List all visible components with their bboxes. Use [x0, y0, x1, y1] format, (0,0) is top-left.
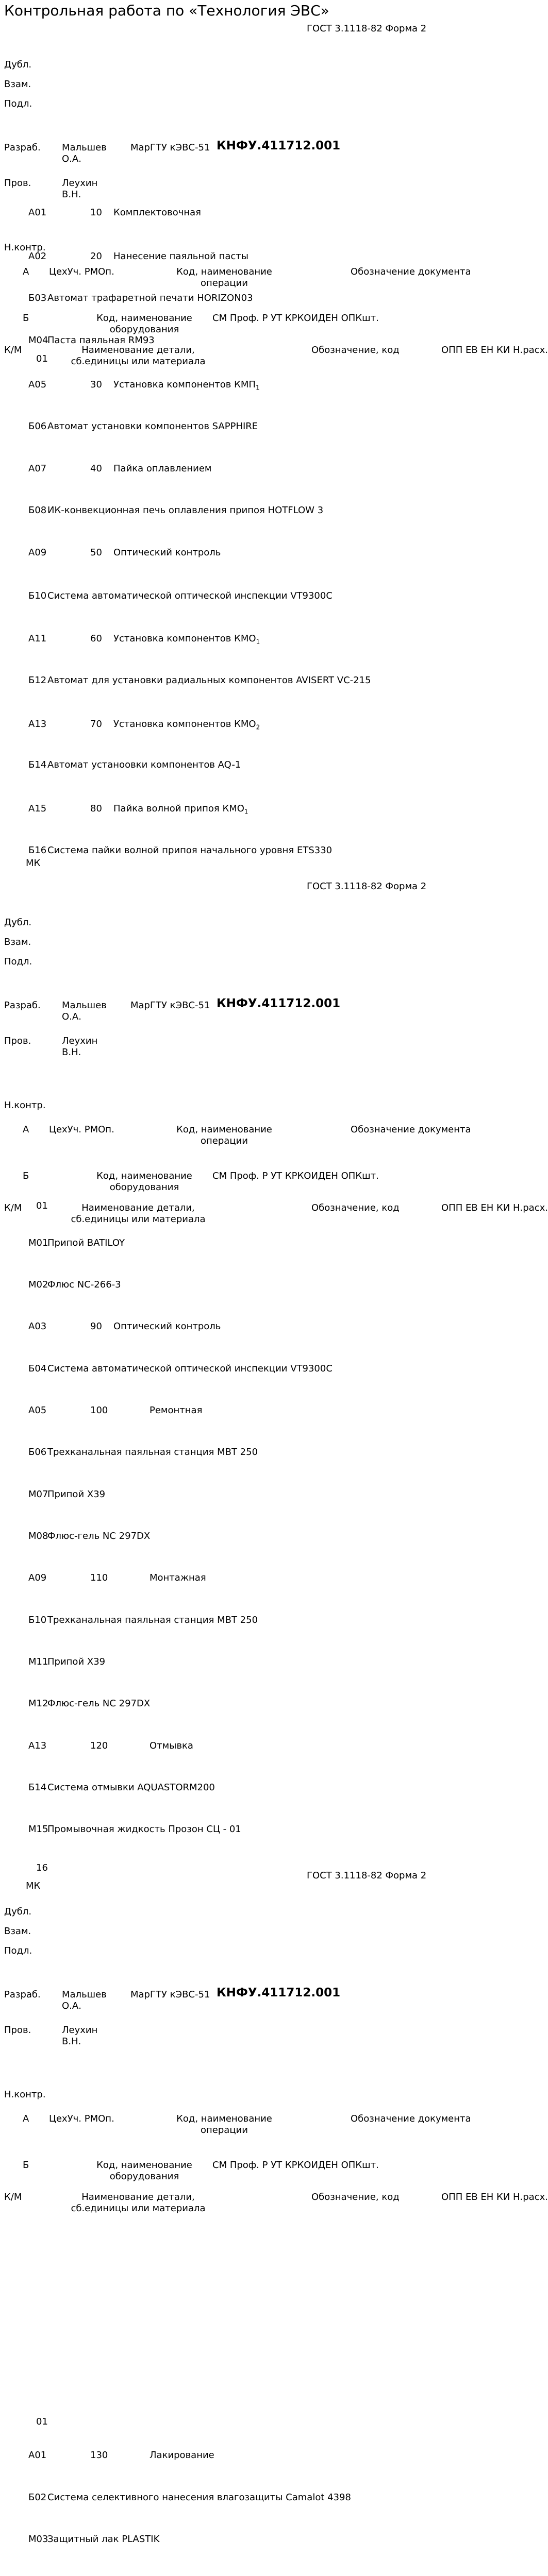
- prov-name: Леухин В.Н.: [62, 178, 98, 200]
- row-text: Трехканальная паяльная станция MBT 250: [47, 1447, 258, 1458]
- row-text: ИК-конвекционная печь оплавления припоя HOTFLOW 3: [47, 505, 324, 516]
- sheet-number: 01: [36, 353, 48, 364]
- col-b-equipment: Код, наименование оборудования: [96, 1171, 192, 1193]
- row-text: Установка компонентов $КМО_1$: [113, 633, 260, 646]
- label-podl: Подл.: [4, 1945, 32, 1956]
- col-km: К/М: [4, 1202, 22, 1213]
- sheet-number: 01: [36, 1200, 48, 1211]
- row-marker: Б14: [28, 1782, 47, 1793]
- row-text: Автомат установки компонентов SAPPHIRE: [47, 421, 258, 432]
- col-a: А: [23, 1124, 29, 1135]
- label-dubl: Дубл.: [4, 1906, 32, 1917]
- row-text: Установка компонентов $КМП_1$: [113, 379, 260, 392]
- row-text: Система автоматической оптической инспекции VT9300C: [47, 590, 333, 601]
- col-km-material: Наименование детали, сб.единицы или материала: [71, 2192, 206, 2214]
- row-text: Автомат для установки радиальных компонентов AVISERT VC-215: [47, 675, 371, 686]
- row-marker: А03: [28, 1321, 47, 1332]
- row-text: Промывочная жидкость Прозон СЦ - 01: [47, 1824, 241, 1835]
- col-a-workshop: ЦехУч. РМОп.: [49, 266, 114, 277]
- row-operation-number: 110: [90, 1572, 108, 1583]
- row-operation-number: 120: [90, 1740, 108, 1751]
- row-text: Нанесение паяльной пасты: [113, 251, 248, 262]
- row-text: Паста паяльная RM93: [47, 335, 155, 346]
- row-text: Защитный лак PLASTIK: [47, 2534, 160, 2545]
- row-operation-number: 80: [90, 803, 102, 814]
- row-operation-number: 30: [90, 379, 102, 390]
- row-text: Припой Х39: [47, 1656, 106, 1667]
- row-marker: Б02: [28, 2492, 47, 2503]
- col-b-params: СМ Проф. Р УТ КРКОИДЕН ОПКшт.: [212, 2160, 379, 2171]
- col-a: А: [23, 266, 29, 277]
- col-a-workshop: ЦехУч. РМОп.: [49, 2113, 114, 2124]
- col-b: Б: [23, 1171, 29, 1181]
- row-marker: А11: [28, 633, 47, 644]
- row-text: Флюс NC-266-3: [47, 1279, 121, 1290]
- row-operation-number: 10: [90, 207, 102, 218]
- sheet-number: 01: [36, 2416, 48, 2427]
- row-text: Комплектовочная: [113, 207, 201, 218]
- label-podl: Подл.: [4, 956, 32, 967]
- label-razrab: Разраб.: [4, 142, 41, 153]
- col-km: К/М: [4, 2192, 22, 2202]
- col-km-code: Обозначение, код: [311, 1202, 400, 1213]
- row-text: Припой BATILOY: [47, 1238, 125, 1248]
- row-marker: Б14: [28, 759, 47, 770]
- row-marker: А09: [28, 547, 47, 558]
- subscript: 1: [255, 384, 260, 392]
- col-a-operation: Код, наименование операции: [176, 266, 272, 289]
- label-vzam: Взам.: [4, 79, 31, 90]
- col-km-params: ОПП ЕВ ЕН КИ Н.расх.: [441, 2192, 548, 2202]
- prov-name: Леухин В.Н.: [62, 2025, 98, 2047]
- col-km: К/М: [4, 345, 22, 355]
- row-marker: М04: [28, 335, 48, 346]
- row-text: Установка компонентов $КМО_2$: [113, 719, 260, 731]
- row-text: Лакирование: [150, 2450, 214, 2461]
- prov-name: Леухин В.Н.: [62, 1036, 98, 1058]
- col-km-code: Обозначение, код: [311, 2192, 400, 2202]
- col-document: Обозначение документа: [351, 2113, 471, 2124]
- subscript: 1: [256, 638, 260, 646]
- row-text: Монтажная: [150, 1572, 206, 1583]
- label-prov: Пров.: [4, 178, 31, 189]
- row-operation-number: 60: [90, 633, 102, 644]
- col-b-params: СМ Проф. Р УТ КРКОИДЕН ОПКшт.: [212, 1171, 379, 1181]
- row-marker: Б16: [28, 845, 47, 856]
- row-text: Оптический контроль: [113, 1321, 221, 1332]
- row-marker: М02: [28, 1279, 48, 1290]
- row-operation-number: 70: [90, 719, 102, 730]
- col-b: Б: [23, 2160, 29, 2171]
- row-text: Пайка оплавлением: [113, 463, 212, 474]
- row-marker: А13: [28, 1740, 47, 1751]
- row-operation-number: 90: [90, 1321, 102, 1332]
- document-code: КНФУ.411712.001: [217, 997, 341, 1010]
- organization: МарГТУ кЭВС-51: [130, 1989, 210, 2000]
- row-marker: А02: [28, 251, 47, 262]
- row-marker: Б12: [28, 675, 47, 686]
- row-operation-number: 40: [90, 463, 102, 474]
- row-marker: М11: [28, 1656, 48, 1667]
- label-dubl: Дубл.: [4, 59, 32, 70]
- col-b-equipment: Код, наименование оборудования: [96, 2160, 192, 2182]
- row-text: Припой Х39: [47, 1489, 106, 1500]
- row-text: Отмывка: [150, 1740, 193, 1751]
- row-text: Пайка волной припоя $КМО_1$: [113, 803, 248, 816]
- col-b-params: СМ Проф. Р УТ КРКОИДЕН ОПКшт.: [212, 313, 379, 324]
- form-standard: ГОСТ 3.1118-82 Форма 2: [307, 881, 427, 892]
- row-operation-number: 50: [90, 547, 102, 558]
- row-marker: М12: [28, 1698, 48, 1709]
- row-operation-number: 100: [90, 1405, 108, 1416]
- col-km-material: Наименование детали, сб.единицы или материала: [71, 345, 206, 367]
- row-marker: А01: [28, 2450, 47, 2461]
- col-km-code: Обозначение, код: [311, 345, 400, 355]
- col-a-operation: Код, наименование операции: [176, 2113, 272, 2136]
- label-vzam: Взам.: [4, 937, 31, 947]
- col-km-params: ОПП ЕВ ЕН КИ Н.расх.: [441, 345, 548, 355]
- label-prov: Пров.: [4, 1036, 31, 1046]
- subscript: 2: [256, 723, 260, 731]
- document-code: КНФУ.411712.001: [217, 1986, 341, 1999]
- label-vzam: Взам.: [4, 1926, 31, 1937]
- label-nkontr: Н.контр.: [4, 242, 46, 253]
- razrab-name: Мальшев О.А.: [62, 1989, 107, 2011]
- row-marker: А13: [28, 719, 47, 730]
- col-document: Обозначение документа: [351, 1124, 471, 1135]
- row-operation-number: 20: [90, 251, 102, 262]
- row-marker: Б10: [28, 590, 47, 601]
- form-standard: ГОСТ 3.1118-82 Форма 2: [307, 23, 427, 34]
- col-b: Б: [23, 313, 29, 324]
- row-text: Флюс-гель NC 297DX: [47, 1698, 151, 1709]
- row-marker: М07: [28, 1489, 48, 1500]
- row-text: Система автоматической оптической инспекции VT9300C: [47, 1363, 333, 1374]
- document-code: КНФУ.411712.001: [217, 139, 341, 152]
- row-marker: Б04: [28, 1363, 47, 1374]
- col-document: Обозначение документа: [351, 266, 471, 277]
- col-km-params: ОПП ЕВ ЕН КИ Н.расх.: [441, 1202, 548, 1213]
- col-a: А: [23, 2113, 29, 2124]
- label-podl: Подл.: [4, 98, 32, 109]
- route-map-label: МК: [26, 858, 41, 869]
- col-a-operation: Код, наименование операции: [176, 1124, 272, 1146]
- label-prov: Пров.: [4, 2025, 31, 2036]
- label-dubl: Дубл.: [4, 917, 32, 928]
- col-a-workshop: ЦехУч. РМОп.: [49, 1124, 114, 1135]
- row-marker: Б10: [28, 1615, 47, 1625]
- row-marker: М08: [28, 1531, 48, 1541]
- row-text: Система селективного нанесения влагозащиты Camalot 4398: [47, 2492, 351, 2503]
- form-standard: ГОСТ 3.1118-82 Форма 2: [307, 1870, 427, 1881]
- col-km-material: Наименование детали, сб.единицы или материала: [71, 1202, 206, 1225]
- row-text: Флюс-гель NC 297DX: [47, 1531, 151, 1541]
- row-text: Автомат трафаретной печати HORIZON03: [47, 293, 253, 303]
- label-razrab: Разраб.: [4, 1989, 41, 2000]
- sheet-number-last: 16: [36, 1862, 48, 1873]
- row-text: Система пайки волной припоя начального уровня ETS330: [47, 845, 333, 856]
- row-text: Система отмывки AQUASTORM200: [47, 1782, 215, 1793]
- organization: МарГТУ кЭВС-51: [130, 1000, 210, 1011]
- row-operation-number: 130: [90, 2450, 108, 2461]
- col-b-equipment: Код, наименование оборудования: [96, 313, 192, 335]
- row-marker: А15: [28, 803, 47, 814]
- organization: МарГТУ кЭВС-51: [130, 142, 210, 153]
- row-marker: М15: [28, 1824, 48, 1835]
- row-marker: М01: [28, 1238, 48, 1248]
- row-marker: А07: [28, 463, 47, 474]
- label-nkontr: Н.контр.: [4, 2089, 46, 2100]
- row-marker: А05: [28, 1405, 47, 1416]
- route-map-label: МК: [26, 1880, 41, 1891]
- row-marker: А09: [28, 1572, 47, 1583]
- row-marker: А05: [28, 379, 47, 390]
- razrab-name: Мальшев О.А.: [62, 142, 107, 164]
- row-text: Оптический контроль: [113, 547, 221, 558]
- label-razrab: Разраб.: [4, 1000, 41, 1011]
- row-marker: М03: [28, 2534, 48, 2545]
- row-text: Трехканальная паяльная станция MBT 250: [47, 1615, 258, 1625]
- row-text: Ремонтная: [150, 1405, 203, 1416]
- row-text: Автомат устаноовки компонентов AQ-1: [47, 759, 241, 770]
- page-title: Контрольная работа по «Технология ЭВС»: [4, 2, 329, 19]
- row-marker: Б03: [28, 293, 47, 303]
- row-marker: Б06: [28, 1447, 47, 1458]
- row-marker: А01: [28, 207, 47, 218]
- row-marker: Б08: [28, 505, 47, 516]
- razrab-name: Мальшев О.А.: [62, 1000, 107, 1022]
- label-nkontr: Н.контр.: [4, 1100, 46, 1111]
- row-marker: Б06: [28, 421, 47, 432]
- subscript: 1: [244, 808, 248, 816]
